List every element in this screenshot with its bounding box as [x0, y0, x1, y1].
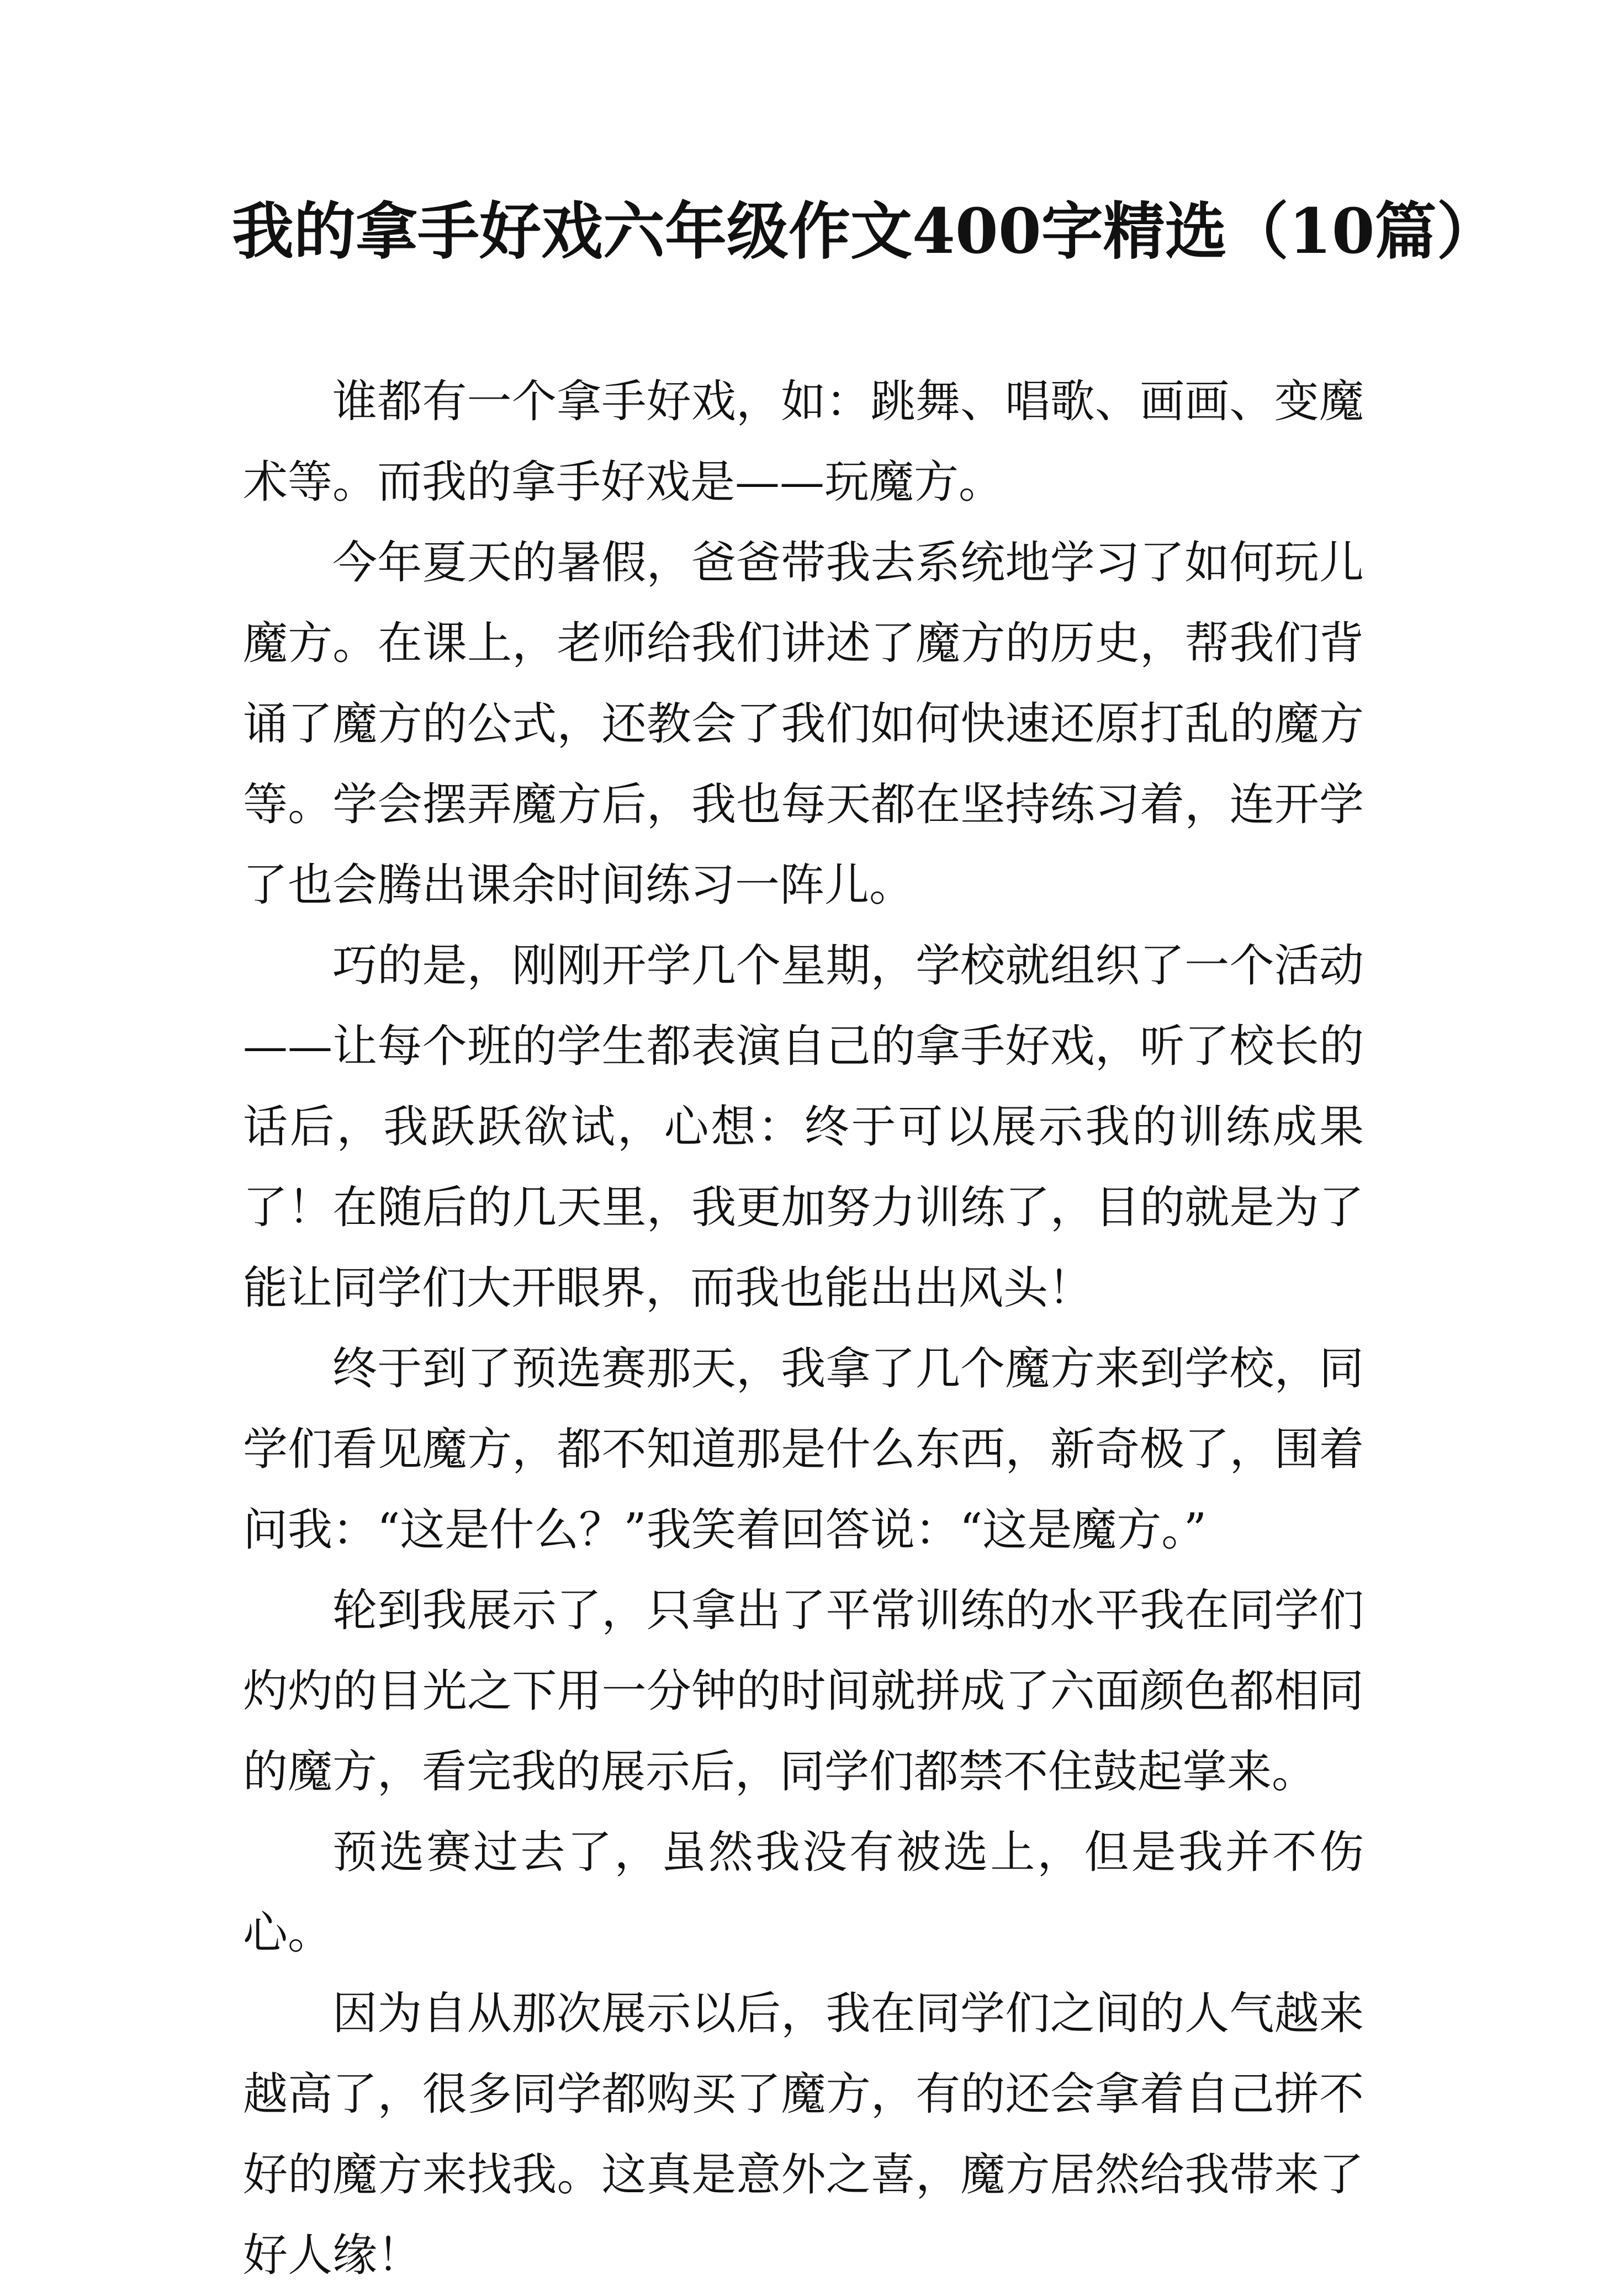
paragraph-5: 轮到我展示了，只拿出了平常训练的水平我在同学们灼灼的目光之下用一分钟的时间就拼成了六面颜色都相同的魔方，看完我的展示后，同学们都禁不住鼓起掌来。 [243, 1585, 1364, 1798]
document-body [243, 362, 1364, 2296]
paragraph-2: 今年夏天的暑假，爸爸带我去系统地学习了如何玩儿魔方。在课上，老师给我们讲述了魔方的历史，帮我们背诵了魔方的公式，还教会了我们如何快速还原打乱的魔方等。学会摆弄魔方后，我也每天都在坚持练习着，连开学了也会腾出课余时间练习一阵儿。 [243, 537, 1364, 911]
paragraph-6: 预选赛过去了，虽然我没有被选上，但是我并不伤心。 [243, 1827, 1364, 1959]
paragraph-4: 终于到了预选赛那天，我拿了几个魔方来到学校，同学们看见魔方，都不知道那是什么东西，新奇极了，围着问我：“这是什么？”我笑着回答说：“这是魔方。” [243, 1343, 1364, 1556]
paragraph-7: 因为自从那次展示以后，我在同学们之间的人气越来越高了，很多同学都购买了魔方，有的还会拿着自己拼不好的魔方来找我。这真是意外之喜，魔方居然给我带来了好人缘！ [243, 1988, 1364, 2282]
paragraph-3: 巧的是，刚刚开学几个星期，学校就组织了一个活动——让每个班的学生都表演自己的拿手好戏，听了校长的话后，我跃跃欲试，心想：终于可以展示我的训练成果了！在随后的几天里，我更加努力训练了，目的就是为了能让同学们大开眼界，而我也能出出风头！ [243, 940, 1364, 1314]
paragraph-1: 谁都有一个拿手好戏，如：跳舞、唱歌、画画、变魔术等。而我的拿手好戏是——玩魔方。 [243, 376, 1364, 508]
document-title: 我的拿手好戏六年级作文400字精选（10篇） [232, 195, 1499, 268]
